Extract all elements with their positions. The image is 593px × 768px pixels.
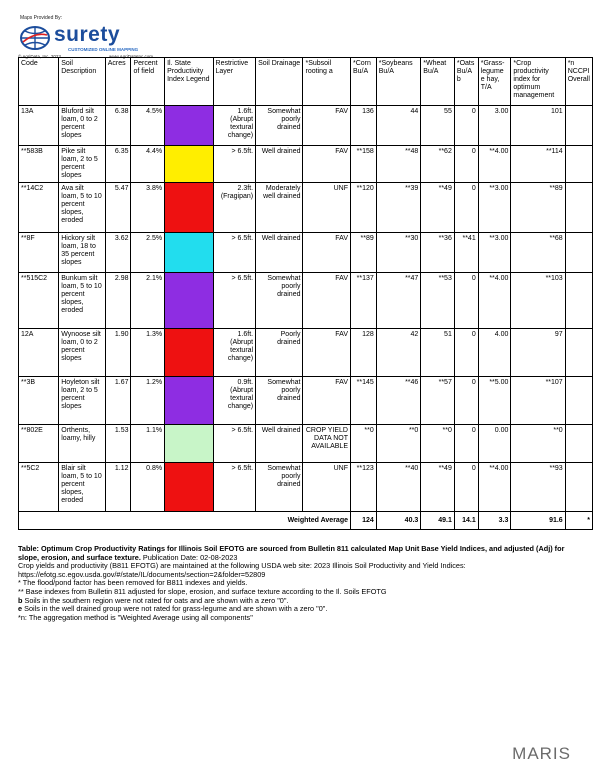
notes-title: Table: Optimum Crop Productivity Ratings for Illinois Soil EFOTG are sourced from Bulletin 811 calculated Map Unit Base Yield Indices, and adjusted (Adj) for slope, erosion, and surface texture. [18, 544, 565, 562]
note-marker: e [18, 604, 23, 614]
cell-drainage: Moderately well drained [256, 183, 303, 233]
wa-nccpi: * [565, 512, 592, 530]
cell-hay: 4.00 [478, 329, 511, 377]
cell-restrictive-layer: > 6.5ft. [213, 233, 256, 273]
productivity-legend-swatch [165, 273, 213, 329]
cell-code: 12A [19, 329, 59, 377]
productivity-legend-swatch [165, 233, 213, 273]
agridata-logo [14, 10, 184, 59]
cell-soybeans: **30 [376, 233, 421, 273]
cell-cpi: **68 [511, 233, 565, 273]
cell-drainage: Well drained [256, 233, 303, 273]
cell-restrictive-layer: > 6.5ft. [213, 463, 256, 512]
productivity-legend-swatch [165, 106, 213, 146]
cell-soil-description: Pike silt loam, 2 to 5 percent slopes [59, 146, 105, 183]
table-row [19, 183, 593, 233]
cell-nccpi [565, 106, 592, 146]
cell-subsoil-rooting: FAV [303, 106, 351, 146]
wa-oats: 14.1 [454, 512, 478, 530]
brand-tagline: CUSTOMIZED ONLINE MAPPING [68, 47, 139, 52]
cell-cpi: **93 [511, 463, 565, 512]
note-text: Soils in the well drained group were not rated for grass-legume and are shown with a zero "0". [22, 604, 328, 614]
cell-hay: **5.00 [478, 377, 511, 425]
cell-acres: 3.62 [105, 233, 131, 273]
cell-subsoil-rooting: FAV [303, 329, 351, 377]
note-line: ** Base indexes from Bulletin 811 adjusted for slope, erosion, and surface texture according to the Il. Soils EFOTG [18, 586, 387, 596]
table-row [19, 106, 593, 146]
cell-corn: **0 [351, 425, 377, 463]
note-line: * The flood/pond factor has been removed for B811 indexes and yields. [18, 578, 248, 588]
productivity-legend-swatch [165, 183, 213, 233]
cell-oats: 0 [454, 183, 478, 233]
cell-percent: 4.4% [131, 146, 165, 183]
cell-drainage: Somewhat poorly drained [256, 463, 303, 512]
cell-restrictive-layer: 1.6ft. (Abrupt textural change) [213, 106, 256, 146]
wa-corn: 124 [351, 512, 377, 530]
cell-soil-description: Blair silt loam, 5 to 10 percent slopes, eroded [59, 463, 105, 512]
cell-nccpi [565, 146, 592, 183]
cell-drainage: Somewhat poorly drained [256, 377, 303, 425]
col-grass-legume-hay: *Grass-legume e hay, T/A [478, 58, 511, 106]
cell-percent: 4.5% [131, 106, 165, 146]
col-restrictive-layer: Restrictive Layer [213, 58, 256, 106]
cell-soil-description: Orthents, loamy, hilly [59, 425, 105, 463]
cell-restrictive-layer: > 6.5ft. [213, 146, 256, 183]
cell-subsoil-rooting: FAV [303, 377, 351, 425]
cell-subsoil-rooting: FAV [303, 233, 351, 273]
cell-wheat: **53 [421, 273, 455, 329]
cell-corn: **145 [351, 377, 377, 425]
cell-nccpi [565, 273, 592, 329]
cell-oats: 0 [454, 377, 478, 425]
col-soybeans: *Soybeans Bu/A [376, 58, 421, 106]
cell-wheat: **36 [421, 233, 455, 273]
cell-nccpi [565, 233, 592, 273]
cell-hay: 0.00 [478, 425, 511, 463]
productivity-legend-swatch [165, 377, 213, 425]
cell-soybeans: **47 [376, 273, 421, 329]
note-text: Soils in the southern region were not rated for oats and are shown with a zero "0". [22, 595, 289, 605]
table-row [19, 463, 593, 512]
cell-drainage: Somewhat poorly drained [256, 106, 303, 146]
cell-soil-description: Bluford silt loam, 0 to 2 percent slopes [59, 106, 105, 146]
col-code: Code [19, 58, 59, 106]
cell-cpi: 101 [511, 106, 565, 146]
cell-code: **515C2 [19, 273, 59, 329]
table-row [19, 377, 593, 425]
productivity-legend-swatch [165, 329, 213, 377]
cell-code: **8F [19, 233, 59, 273]
cell-code: **14C2 [19, 183, 59, 233]
cell-restrictive-layer: 2.3ft. (Fragipan) [213, 183, 256, 233]
table-row [19, 233, 593, 273]
cell-soil-description: Hickory silt loam, 18 to 35 percent slopes [59, 233, 105, 273]
cell-acres: 6.38 [105, 106, 131, 146]
agridata-url: www.AgriDataInc.com [109, 54, 154, 59]
wa-soybeans: 40.3 [376, 512, 421, 530]
cell-wheat: 51 [421, 329, 455, 377]
weighted-average-row [19, 512, 593, 530]
wa-cpi: 91.6 [511, 512, 565, 530]
cell-corn: 136 [351, 106, 377, 146]
cell-wheat: 55 [421, 106, 455, 146]
cell-cpi: **107 [511, 377, 565, 425]
wa-wheat: 49.1 [421, 512, 455, 530]
soil-productivity-table [18, 57, 593, 530]
cell-acres: 1.67 [105, 377, 131, 425]
cell-cpi: **103 [511, 273, 565, 329]
cell-soybeans: **46 [376, 377, 421, 425]
cell-subsoil-rooting: CROP YIELD DATA NOT AVAILABLE [303, 425, 351, 463]
productivity-legend-swatch [165, 146, 213, 183]
cell-code: **583B [19, 146, 59, 183]
col-crop-productivity-index: *Crop productivity index for optimum management [511, 58, 565, 106]
cell-nccpi [565, 425, 592, 463]
publication-date: Publication Date: 02-08-2023 [140, 552, 238, 562]
col-corn: *Corn Bu/A [351, 58, 377, 106]
cell-nccpi [565, 463, 592, 512]
col-soil-drainage: Soil Drainage [256, 58, 303, 106]
cell-hay: **4.00 [478, 273, 511, 329]
col-percent-of-field: Percent of field [131, 58, 165, 106]
cell-hay: **3.00 [478, 233, 511, 273]
cell-nccpi [565, 183, 592, 233]
brand-name: surety [54, 23, 121, 46]
note-marker: b [18, 595, 23, 605]
cell-cpi: 97 [511, 329, 565, 377]
cell-corn: **89 [351, 233, 377, 273]
cell-corn: **137 [351, 273, 377, 329]
cell-hay: **3.00 [478, 183, 511, 233]
cell-corn: **158 [351, 146, 377, 183]
cell-soybeans: **0 [376, 425, 421, 463]
cell-subsoil-rooting: UNF [303, 183, 351, 233]
cell-hay: **4.00 [478, 463, 511, 512]
table-row [19, 425, 593, 463]
maris-watermark: MARIS [512, 744, 571, 763]
cell-acres: 2.98 [105, 273, 131, 329]
col-subsoil-rooting: *Subsoil rooting a [303, 58, 351, 106]
productivity-legend-swatch [165, 425, 213, 463]
cell-subsoil-rooting: UNF [303, 463, 351, 512]
cell-oats: 0 [454, 329, 478, 377]
cell-soybeans: 44 [376, 106, 421, 146]
table-row [19, 273, 593, 329]
cell-cpi: **0 [511, 425, 565, 463]
cell-soybeans: **48 [376, 146, 421, 183]
cell-acres: 1.53 [105, 425, 131, 463]
maps-provided-by: Maps Provided By: [20, 15, 62, 21]
cell-nccpi [565, 377, 592, 425]
cell-drainage: Well drained [256, 146, 303, 183]
cell-percent: 3.8% [131, 183, 165, 233]
cell-subsoil-rooting: FAV [303, 146, 351, 183]
cell-corn: **120 [351, 183, 377, 233]
cell-acres: 1.90 [105, 329, 131, 377]
cell-wheat: **0 [421, 425, 455, 463]
col-productivity-legend: Il. State Productivity Index Legend [165, 58, 213, 106]
col-soil-description: Soil Description [59, 58, 105, 106]
cell-code: **802E [19, 425, 59, 463]
table-notes [18, 545, 578, 622]
cell-wheat: **62 [421, 146, 455, 183]
cell-soil-description: Ava silt loam, 5 to 10 percent slopes, eroded [59, 183, 105, 233]
cell-acres: 6.35 [105, 146, 131, 183]
cell-oats: **41 [454, 233, 478, 273]
col-nccpi: *n NCCPI Overall [565, 58, 592, 106]
cell-code: 13A [19, 106, 59, 146]
cell-restrictive-layer: 0.9ft. (Abrupt textural change) [213, 377, 256, 425]
cell-oats: 0 [454, 273, 478, 329]
cell-subsoil-rooting: FAV [303, 273, 351, 329]
cell-corn: **123 [351, 463, 377, 512]
cell-code: **3B [19, 377, 59, 425]
productivity-legend-swatch [165, 463, 213, 512]
cell-code: **5C2 [19, 463, 59, 512]
cell-wheat: **49 [421, 183, 455, 233]
cell-hay: 3.00 [478, 106, 511, 146]
cell-soybeans: **39 [376, 183, 421, 233]
cell-cpi: **114 [511, 146, 565, 183]
wa-hay: 3.3 [478, 512, 511, 530]
cell-oats: 0 [454, 146, 478, 183]
cell-soil-description: Hoyleton silt loam, 2 to 5 percent slopes [59, 377, 105, 425]
cell-cpi: **89 [511, 183, 565, 233]
note-line: *n: The aggregation method is "Weighted Average using all components" [18, 612, 253, 622]
cell-soybeans: **40 [376, 463, 421, 512]
cell-acres: 5.47 [105, 183, 131, 233]
copyright: © AgriData, Inc. 2023 [18, 54, 61, 59]
table-row [19, 146, 593, 183]
cell-oats: 0 [454, 463, 478, 512]
note-line: Crop yields and productivity (B811 EFOTG) are maintained at the following USDA web site: 2023 Illinois Soil Productivity and Yield Indices: [18, 561, 466, 571]
cell-restrictive-layer: > 6.5ft. [213, 425, 256, 463]
cell-drainage: Somewhat poorly drained [256, 273, 303, 329]
cell-restrictive-layer: 1.6ft. (Abrupt textural change) [213, 329, 256, 377]
cell-corn: 128 [351, 329, 377, 377]
cell-percent: 1.1% [131, 425, 165, 463]
col-oats: *Oats Bu/A b [454, 58, 478, 106]
cell-soil-description: Wynoose silt loam, 0 to 2 percent slopes [59, 329, 105, 377]
note-url: https://efotg.sc.egov.usda.gov/#/state/IL/documents/section=2&folder=52809 [18, 569, 266, 579]
globe-icon [20, 26, 50, 50]
cell-wheat: **49 [421, 463, 455, 512]
weighted-average-label: Weighted Average [19, 512, 351, 530]
cell-drainage: Poorly drained [256, 329, 303, 377]
col-acres: Acres [105, 58, 131, 106]
cell-oats: 0 [454, 425, 478, 463]
cell-soybeans: 42 [376, 329, 421, 377]
cell-percent: 1.2% [131, 377, 165, 425]
notes-title-line [18, 545, 578, 562]
table-header-row [19, 58, 593, 106]
cell-percent: 1.3% [131, 329, 165, 377]
cell-hay: **4.00 [478, 146, 511, 183]
cell-wheat: **57 [421, 377, 455, 425]
cell-soil-description: Bunkum silt loam, 5 to 10 percent slopes, eroded [59, 273, 105, 329]
cell-acres: 1.12 [105, 463, 131, 512]
cell-percent: 2.5% [131, 233, 165, 273]
cell-percent: 2.1% [131, 273, 165, 329]
cell-nccpi [565, 329, 592, 377]
table-row [19, 329, 593, 377]
cell-restrictive-layer: > 6.5ft. [213, 273, 256, 329]
cell-oats: 0 [454, 106, 478, 146]
col-wheat: *Wheat Bu/A [421, 58, 455, 106]
cell-drainage: Well drained [256, 425, 303, 463]
cell-percent: 0.8% [131, 463, 165, 512]
